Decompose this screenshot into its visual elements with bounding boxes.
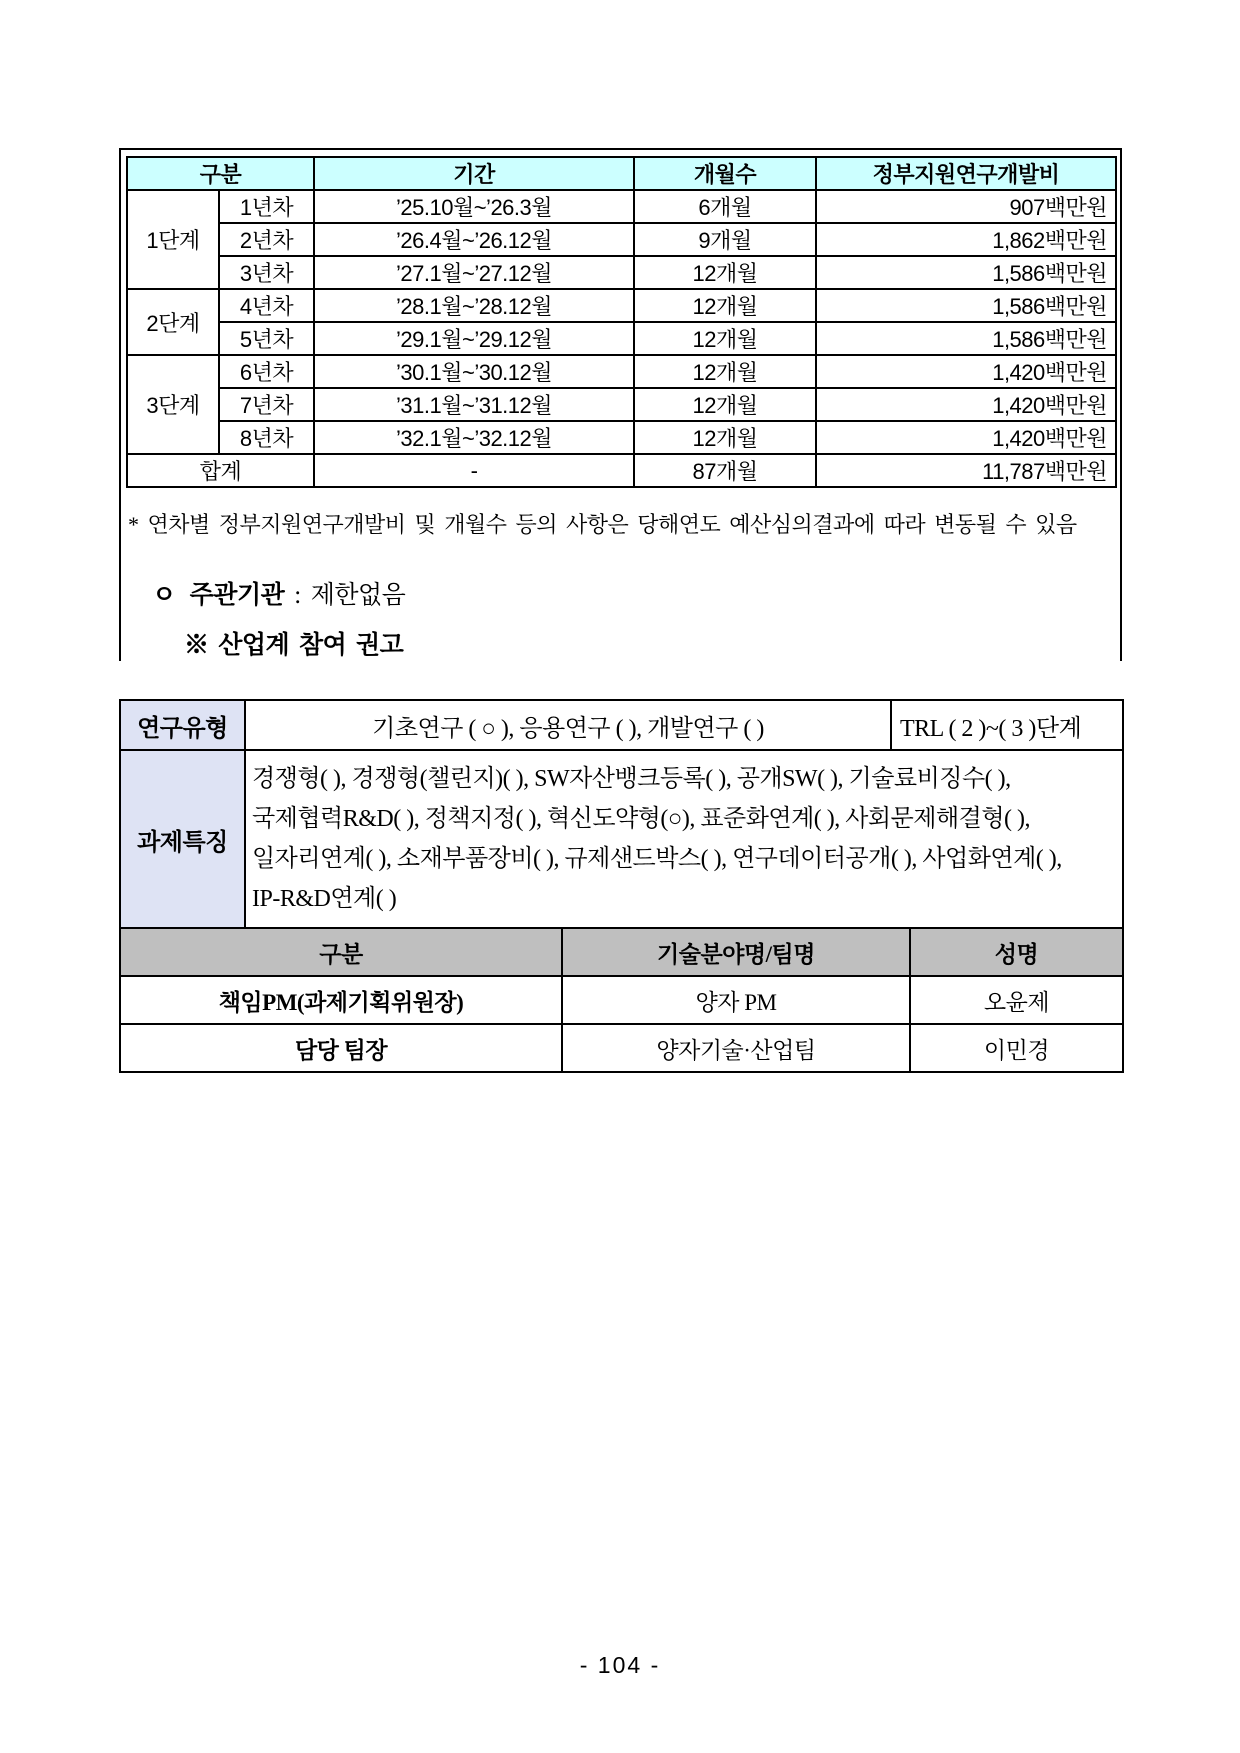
table-row	[120, 1024, 1123, 1072]
cell-period: ’27.1월~’27.12월	[314, 256, 634, 289]
cell-year: 2년차	[219, 223, 314, 256]
budget-section	[119, 148, 1122, 661]
cell-months: 12개월	[634, 388, 816, 421]
cell-year: 3년차	[219, 256, 314, 289]
cell-total-label: 합계	[127, 454, 314, 487]
cell-period: ’30.1월~’30.12월	[314, 355, 634, 388]
header-period: 기간	[314, 157, 634, 190]
table-row	[127, 421, 1116, 454]
host-organization-label: 주관기관	[189, 582, 285, 609]
page-number: - 104 -	[579, 1652, 661, 1678]
cell-months: 6개월	[634, 190, 816, 223]
cell-year: 7년차	[219, 388, 314, 421]
research-type-content: 기초연구 ( ○ ), 응용연구 ( ), 개발연구 ( )	[245, 700, 891, 750]
table-row	[127, 388, 1116, 421]
document-content-box	[119, 148, 1122, 1073]
table-row	[127, 223, 1116, 256]
table-row	[127, 190, 1116, 223]
features-line: 경쟁형( ), 경쟁형(챌린지)( ), SW자산뱅크등록( ), 공개SW( ), 기술료비징수( ),	[252, 766, 1011, 792]
cell-year: 6년차	[219, 355, 314, 388]
trl-range: TRL ( 2 )~( 3 )단계	[891, 700, 1123, 750]
cell-period: ’29.1월~’29.12월	[314, 322, 634, 355]
cell-budget: 1,420백만원	[816, 388, 1116, 421]
cell-months: 12개월	[634, 355, 816, 388]
table-row	[127, 322, 1116, 355]
header-budget: 정부지원연구개발비	[816, 157, 1116, 190]
research-type-table	[119, 699, 1124, 929]
cell-months: 12개월	[634, 421, 816, 454]
cell-budget: 1,586백만원	[816, 289, 1116, 322]
features-content	[245, 750, 1123, 928]
table-row	[127, 355, 1116, 388]
research-type-label: 연구유형	[120, 700, 245, 750]
cell-period: ’32.1월~’32.12월	[314, 421, 634, 454]
features-row	[120, 750, 1123, 928]
budget-table	[126, 156, 1117, 488]
research-type-row	[120, 700, 1123, 750]
cell-budget: 1,420백만원	[816, 421, 1116, 454]
industry-participation-note: ※ 산업계 참여 권고	[184, 632, 404, 659]
header-role: 구분	[120, 928, 562, 976]
budget-table-header-row	[127, 157, 1116, 190]
header-team: 기술분야명/팀명	[562, 928, 910, 976]
cell-budget: 907백만원	[816, 190, 1116, 223]
cell-budget: 1,586백만원	[816, 322, 1116, 355]
cell-year: 5년차	[219, 322, 314, 355]
cell-stage: 2단계	[127, 289, 219, 355]
cell-period: ’26.4월~’26.12월	[314, 223, 634, 256]
total-row	[127, 454, 1116, 487]
host-separator: :	[294, 582, 301, 609]
cell-period: ’31.1월~’31.12월	[314, 388, 634, 421]
cell-name: 오윤제	[910, 976, 1123, 1024]
cell-budget: 1,862백만원	[816, 223, 1116, 256]
pm-table-header-row	[120, 928, 1123, 976]
cell-role: 담당 팀장	[120, 1024, 562, 1072]
cell-total-months: 87개월	[634, 454, 816, 487]
cell-year: 1년차	[219, 190, 314, 223]
budget-footnote: * 연차별 정부지원연구개발비 및 개월수 등의 사항은 당해연도 예산심의결과에 따라 변동될 수 있음	[128, 512, 1077, 537]
cell-months: 12개월	[634, 322, 816, 355]
features-label: 과제특징	[120, 750, 245, 928]
features-line: 일자리연계( ), 소재부품장비( ), 규제샌드박스( ), 연구데이터공개( ), 사업화연계( ),	[252, 846, 1062, 872]
cell-name: 이민경	[910, 1024, 1123, 1072]
cell-team: 양자기술·산업팀	[562, 1024, 910, 1072]
cell-period: ’25.10월~’26.3월	[314, 190, 634, 223]
cell-months: 12개월	[634, 289, 816, 322]
cell-stage: 1단계	[127, 190, 219, 289]
cell-months: 12개월	[634, 256, 816, 289]
cell-budget: 1,420백만원	[816, 355, 1116, 388]
cell-period: ’28.1월~’28.12월	[314, 289, 634, 322]
cell-budget: 1,586백만원	[816, 256, 1116, 289]
cell-months: 9개월	[634, 223, 816, 256]
cell-role: 책임PM(과제기획위원장)	[120, 976, 562, 1024]
header-months: 개월수	[634, 157, 816, 190]
cell-year: 8년차	[219, 421, 314, 454]
cell-total-budget: 11,787백만원	[816, 454, 1116, 487]
table-row	[120, 976, 1123, 1024]
header-gubun: 구분	[127, 157, 314, 190]
host-organization-line	[152, 575, 1115, 611]
table-row	[127, 289, 1116, 322]
bullet-marker: ㅇ	[152, 582, 176, 609]
features-line: 국제협력R&D( ), 정책지정( ), 혁신도약형(○), 표준화연계( ), 사회문제해결형( ),	[252, 806, 1031, 832]
cell-total-period: -	[314, 454, 634, 487]
cell-stage: 3단계	[127, 355, 219, 454]
table-row	[127, 256, 1116, 289]
features-line: IP-R&D연계( )	[252, 886, 397, 912]
pm-table	[119, 927, 1124, 1073]
cell-year: 4년차	[219, 289, 314, 322]
header-name: 성명	[910, 928, 1123, 976]
cell-team: 양자 PM	[562, 976, 910, 1024]
host-organization-value: 제한없음	[310, 582, 406, 609]
